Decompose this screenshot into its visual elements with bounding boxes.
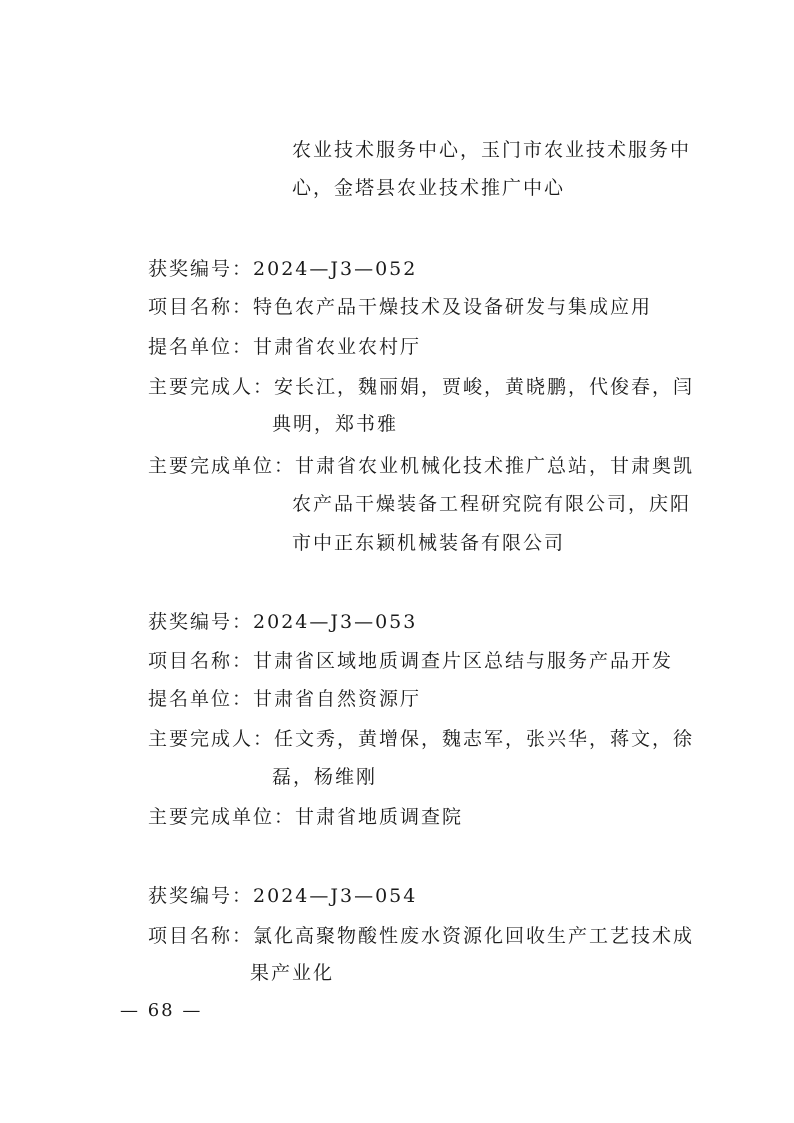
nominator: 甘肃省自然资源厅 xyxy=(253,688,422,710)
main-units: 甘肃省农业机械化技术推广总站，甘肃奥凯 xyxy=(295,455,695,477)
project-name: 甘肃省区域地质调查片区总结与服务产品开发 xyxy=(253,650,674,672)
main-persons: 任文秀，黄增保，魏志军，张兴华，蒋文，徐 xyxy=(274,728,695,750)
award-number: 2024—J3—054 xyxy=(253,885,418,907)
project-name: 特色农产品干燥技术及设备研发与集成应用 xyxy=(253,296,653,318)
completion-units-line: 心，金塔县农业技术推广中心 xyxy=(292,177,566,199)
project-name-row xyxy=(148,650,673,672)
award-number-label: 获奖编号： xyxy=(148,885,254,907)
main-units-label: 主要完成单位： xyxy=(148,455,296,477)
main-persons-row xyxy=(148,728,694,750)
award-number-row xyxy=(148,611,417,633)
award-number-label: 获奖编号： xyxy=(148,611,254,633)
main-persons-label: 主要完成人： xyxy=(148,728,275,750)
project-name-label: 项目名称： xyxy=(148,925,254,947)
project-name-row xyxy=(148,296,652,318)
project-name: 氯化高聚物酸性废水资源化回收生产工艺技术成 xyxy=(253,925,695,947)
main-persons-row xyxy=(148,376,694,398)
main-units-label: 主要完成单位： xyxy=(148,806,296,828)
project-name-row xyxy=(148,925,694,947)
main-units: 甘肃省地质调查院 xyxy=(295,806,464,828)
award-number-row xyxy=(148,885,417,907)
nominator-row xyxy=(148,336,421,358)
award-number-label: 获奖编号： xyxy=(148,258,254,280)
award-number: 2024—J3—053 xyxy=(253,611,418,633)
award-number-row xyxy=(148,258,417,280)
main-units-row xyxy=(148,806,463,828)
main-persons-continuation: 典明，郑书雅 xyxy=(272,413,399,435)
main-units-continuation: 农产品干燥装备工程研究院有限公司，庆阳 xyxy=(292,493,692,515)
nominator-label: 提名单位： xyxy=(148,688,254,710)
main-units-continuation: 市中正东颖机械装备有限公司 xyxy=(292,532,566,554)
award-number: 2024—J3—052 xyxy=(253,258,418,280)
nominator: 甘肃省农业农村厅 xyxy=(253,336,422,358)
project-name-continuation: 果产业化 xyxy=(250,962,335,984)
project-name-label: 项目名称： xyxy=(148,650,254,672)
main-persons-continuation: 磊，杨维刚 xyxy=(272,766,378,788)
nominator-label: 提名单位： xyxy=(148,336,254,358)
project-name-label: 项目名称： xyxy=(148,296,254,318)
nominator-row xyxy=(148,688,421,710)
main-units-row xyxy=(148,455,694,477)
completion-units-line: 农业技术服务中心，玉门市农业技术服务中 xyxy=(292,139,692,161)
main-persons-label: 主要完成人： xyxy=(148,376,275,398)
page-number: — 68 — xyxy=(120,1000,203,1021)
main-persons: 安长江，魏丽娟，贾峻，黄晓鹏，代俊春，闫 xyxy=(274,376,695,398)
